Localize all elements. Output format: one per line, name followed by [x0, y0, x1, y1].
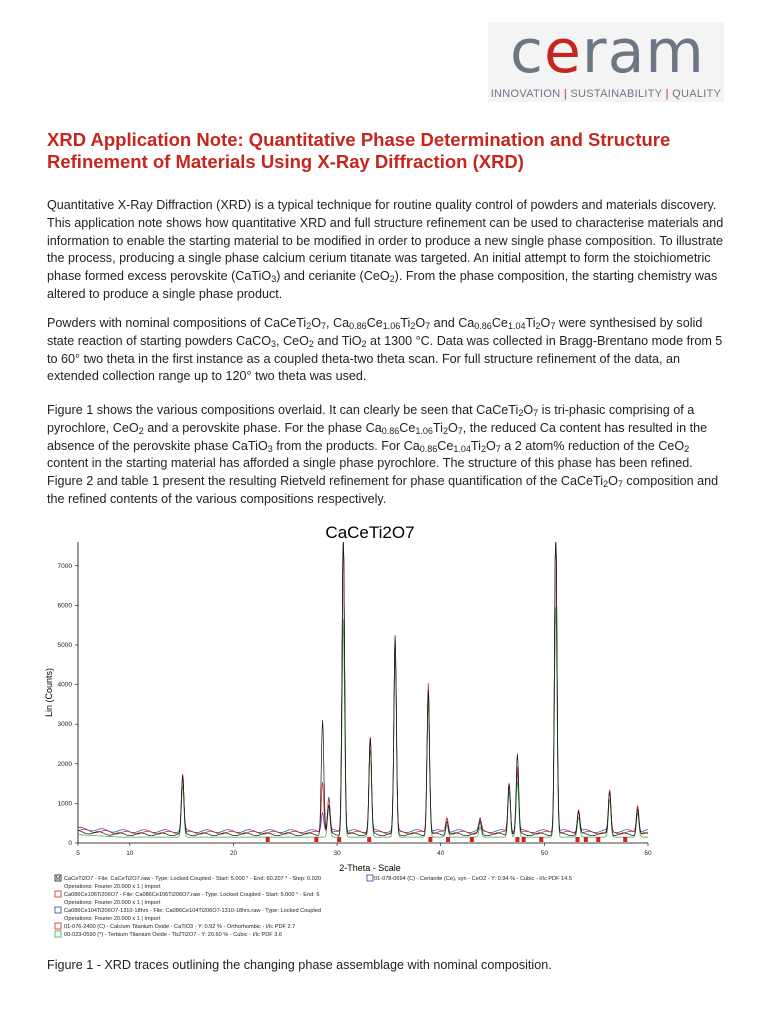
trace-black [78, 542, 648, 836]
subscript: 0.86 [349, 321, 367, 331]
text-run: from the products. For Ca [272, 438, 420, 453]
subscript: 0.86 [419, 443, 438, 454]
text-run: O [311, 316, 322, 330]
x-tick-label: 50 [540, 850, 548, 857]
legend-entry: 01-076-2400 (C) - Calcium Titanium Oxide - CaTiO3 - Y: 0.92 % - Orthorhombic - I/Ic PDF 2.7 [64, 924, 296, 930]
y-tick-label: 4000 [57, 681, 72, 689]
text-run: Quantitative X-Ray Diffraction (XRD) is a typical technique for routine quality control of powders and materials discovery. This application note shows how quantitative XRD and full structure refinement can be used to characterise materials and information to enable the starting material to be modified in order to produce a new single phase composition. To illustrate the process, producing a single phase calcium cerium titanate was targeted. An initial attempt to form the stoichiometric phase formed excess perovskite (CaTiO [47, 198, 724, 284]
subscript: 2 [138, 425, 144, 436]
subscript: 7 [425, 321, 431, 331]
x-axis-label: 2-Theta - Scale [339, 863, 401, 873]
x-tick-label: 20 [229, 850, 238, 857]
text-run: and Ca [430, 316, 475, 330]
tagline-separator: | [665, 88, 669, 100]
subscript: 1.04 [453, 443, 471, 454]
xrd-chart [40, 520, 660, 950]
legend-swatch [55, 931, 61, 937]
reference-marker [446, 837, 450, 842]
y-tick-label: 6000 [57, 602, 72, 610]
y-tick-label: 5000 [57, 641, 72, 649]
reference-marker [515, 837, 519, 842]
subscript: 7 [617, 479, 623, 490]
subscript: 3 [271, 274, 277, 285]
legend-swatch [367, 875, 373, 881]
text-run: Ti [470, 438, 481, 453]
reference-marker [337, 837, 341, 842]
text-run: ) and cerianite (CeO [276, 269, 390, 284]
text-run: , Ca [326, 316, 350, 330]
reference-marker [428, 837, 432, 842]
subscript: 2 [684, 443, 690, 454]
text-run: O [447, 420, 458, 435]
reference-marker [539, 837, 543, 842]
subscript: 0.86 [381, 425, 400, 436]
paragraph-intro [47, 197, 727, 304]
text-run: composition and the refined contents of the various compositions respectively. [47, 474, 719, 506]
x-tick-label: 10 [126, 850, 134, 857]
x-tick-label: 40 [437, 850, 445, 857]
text-run: O [523, 403, 534, 417]
text-run: were synthesised by solid state reaction of starting powders CaCO [47, 316, 703, 348]
document-title: XRD Application Note: Quantitative Phase Determination and Structure Refinement of Materials Using X-Ray Diffraction (XRD) [47, 129, 671, 172]
legend-operations: Operations: Fourier 20.000 x 1 | Import [64, 884, 161, 890]
text-run: O [415, 316, 426, 330]
subscript: 2 [306, 321, 312, 331]
text-run: at 1300 °C. Data was collected in Bragg-Brentano mode from 5 to 60° two theta in the first instance as a coupled theta-two theta scan. For full structure refinement of the data, an extended collection range up to 120° two theta was used. [47, 333, 723, 384]
reference-marker [470, 837, 474, 842]
tagline-quality: QUALITY [672, 88, 722, 100]
subscript: 7 [533, 408, 539, 418]
paragraph-methods [47, 315, 727, 386]
text-run: and a perovskite phase. For the phase Ca [143, 420, 382, 435]
legend-operations: Operations: Fourier 20.000 x 1 | Import [64, 900, 161, 906]
subscript: 2 [535, 321, 541, 331]
y-tick-label: 2000 [57, 760, 72, 768]
text-run: Ti [400, 316, 411, 330]
chart-title: CaCeTi2O7 [325, 523, 415, 542]
subscript: 7 [457, 425, 463, 436]
tagline-separator: | [563, 88, 568, 100]
reference-marker [367, 837, 371, 842]
text-run: is tri-phasic comprising of a pyrochlore, CeO [47, 403, 695, 435]
legend-code: M [55, 876, 61, 882]
legend-swatch [55, 907, 61, 913]
figure-caption: Figure 1 - XRD traces outlining the changing phase assemblage with nominal composition. [47, 958, 552, 972]
reference-marker [522, 837, 526, 842]
legend-entry: 01-078-0694 (C) - Cerianite (Ce), syn - CeO2 - Y: 0.94 % - Cubic - I/Ic PDF 14.5 [374, 876, 572, 882]
subscript: 2 [308, 338, 314, 349]
logo-tagline [488, 88, 724, 100]
x-tick-label: 60 [644, 850, 652, 857]
legend-swatch [55, 891, 61, 897]
x-tick-label: 30 [333, 850, 341, 857]
trace-blue [78, 542, 648, 833]
legend-entry: 00-023-0590 (*) - Terbium Titanium Oxide - Tb2Ti2O7 - Y: 20.60 % - Cubic - I/Ic PDF 3.6 [64, 932, 283, 938]
ceram-logo: ceram [510, 17, 705, 87]
legend-operations: Operations: Fourier 20.000 x 1 | Import [64, 916, 161, 922]
subscript: 0.86 [474, 321, 492, 331]
subscript: 2 [442, 425, 448, 436]
subscript: 1.04 [507, 321, 526, 331]
y-tick-label: 7000 [57, 562, 72, 570]
subscript: 2 [410, 321, 416, 331]
text-run: Ce [399, 420, 416, 435]
text-run: and TiO [313, 333, 362, 348]
text-run: Figure 1 shows the various compositions overlaid. It can clearly be seen that CaCeTi [47, 403, 519, 417]
text-run: ). From the phase composition, the starting chemistry was altered to produce a single phase product. [47, 269, 718, 301]
y-axis-label: Lin (Counts) [44, 667, 54, 718]
subscript: 1.06 [415, 425, 433, 436]
legend-entry: Ca086Ce106Ti206O7 - File: Ca086Ce106Ti206O7.raw - Type: Locked Coupled - Start: 5.000 ° - End: 6 [64, 892, 320, 898]
subscript: 3 [267, 443, 273, 454]
y-tick-label: 3000 [57, 721, 72, 729]
text-run: Ce [491, 316, 508, 330]
x-tick-label: 5 [76, 850, 80, 857]
text-run: Ti [432, 420, 443, 435]
legend-swatch [55, 923, 61, 929]
legend-entry: CaCeTi2O7 - File: CaCeTi2O7.raw - Type: Locked Coupled - Start: 5.000 ° - End: 60.207 ° - Step: 0.020 [64, 876, 322, 882]
text-run: Ti [525, 316, 536, 330]
subscript: 7 [321, 321, 327, 331]
y-tick-label: 1000 [57, 800, 72, 808]
text-run: Ce [437, 438, 454, 453]
text-run: O [608, 474, 618, 489]
subscript: 7 [550, 321, 556, 331]
y-tick-label: 0 [68, 840, 72, 847]
subscript: 7 [495, 443, 501, 454]
reference-marker [596, 837, 600, 842]
paragraph-results [47, 402, 727, 509]
subscript: 2 [603, 479, 609, 490]
tagline-sustainability: SUSTAINABILITY [570, 88, 663, 100]
reference-marker [314, 837, 318, 842]
subscript: 2 [480, 443, 486, 454]
text-run: O [540, 316, 551, 330]
subscript: 1.06 [382, 321, 401, 331]
subscript: 3 [271, 338, 277, 349]
trace-green [78, 607, 648, 837]
trace-red [78, 542, 648, 834]
reference-marker [576, 837, 580, 842]
text-run: , the reduced Ca content has resulted in the absence of the perovskite phase CaTiO [47, 420, 708, 453]
text-run: , CeO [276, 333, 309, 348]
tagline-innovation: INNOVATION [490, 88, 561, 100]
text-run: a 2 atom% reduction of the CeO [500, 438, 685, 453]
subscript: 2 [389, 274, 395, 285]
legend-entry: Ca086Ce104Ti206O7-1310-18hrs - File: Ca086Ce104Ti206O7-1310-18hrs.raw - Type: Locked Coupled [64, 908, 321, 914]
text-run: O [485, 438, 496, 453]
text-run: content in the starting material has afforded a single phase pyrochlore. The structure of this phase has been refined. Figure 2 and table 1 present the resulting Rietveld refinement for phase quantification of the CaCeTi [47, 456, 693, 489]
reference-marker [584, 837, 588, 842]
subscript: 2 [361, 338, 367, 349]
subscript: 2 [518, 408, 524, 418]
reference-marker [623, 837, 627, 842]
text-run: Ce [366, 316, 383, 330]
text-run: Powders with nominal compositions of CaCeTi [47, 316, 307, 330]
reference-marker [266, 837, 270, 842]
